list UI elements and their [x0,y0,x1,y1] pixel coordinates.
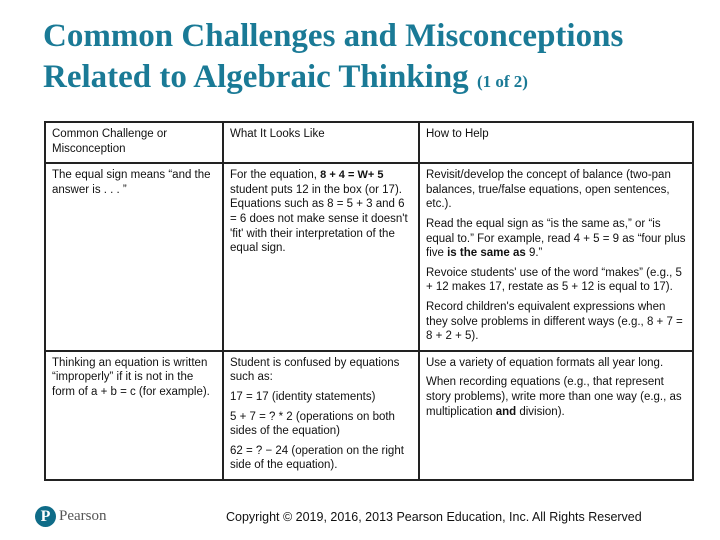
title-line-1: Common Challenges and Misconceptions [43,18,624,54]
looks-item: 17 = 17 (identity statements) [230,390,376,403]
looks-item: 5 + 7 = ? * 2 (operations on both sides of the equation) [230,410,395,438]
header-cell: Common Challenge or Misconception [45,122,223,163]
header-cell: How to Help [419,122,693,163]
text: For the equation, [230,169,317,182]
title-line-2: Related to Algebraic Thinking [43,59,469,95]
looks-like-cell [223,351,419,480]
text: Read the equal sign as “is the same as,” or “is equal to.” For example, read 4 + 5 = 9 as “four plus five [426,217,686,260]
help-item [426,217,687,261]
help-item: Use a variety of equation formats all year long. [426,356,664,369]
challenge-cell: Thinking an equation is written “improperly” if it is not in the form of a + b = c (for example). [45,351,223,480]
bold-text: is the same as [447,247,526,260]
title-suffix: (1 of 2) [476,72,528,91]
copyright: Copyright © 2019, 2016, 2013 Pearson Education, Inc. All Rights Reserved [226,510,642,524]
header-cell: What It Looks Like [223,122,419,163]
pearson-logo [35,506,107,527]
challenges-table [44,121,694,481]
page-title [43,16,623,102]
text: When recording equations (e.g., that represent story problems), write more than one way (e.g., as multiplication [426,376,682,418]
text: division). [519,405,565,418]
looks-item: Student is confused by equations such as: [230,356,400,384]
how-to-help-cell [419,163,693,351]
bold-text: and [495,405,517,418]
equation: 8 + 4 = W+ 5 [320,169,384,182]
looks-like-cell [223,163,419,351]
table-row [45,351,693,480]
table-row [45,163,693,351]
pearson-p-icon: P [35,506,56,527]
logo-text: Pearson [59,508,107,524]
text: 9.” [528,247,543,260]
looks-item: 62 = ? − 24 (operation on the right side of the equation). [230,444,404,472]
help-item: Revisit/develop the concept of balance (two-pan balances, true/false equations, open sentences, etc.). [426,169,671,211]
table-header-row [45,122,693,163]
challenge-cell: The equal sign means “and the answer is . . . ” [45,163,223,351]
help-item: Revoice students' use of the word “makes” (e.g., 5 + 12 makes 17, restate as 5 + 12 is equal to 17). [426,266,682,294]
text: student puts 12 in the box (or 17). Equations such as 8 = 5 + 3 and 6 = 6 does not make sense it doesn't 'fit' with their interpretation of the equal sign. [230,183,408,255]
help-item: Record children's equivalent expressions when they solve problems in different ways (e.g., 8 + 7 = 8 + 2 + 5). [426,300,683,343]
how-to-help-cell [419,351,693,480]
help-item [426,375,687,419]
